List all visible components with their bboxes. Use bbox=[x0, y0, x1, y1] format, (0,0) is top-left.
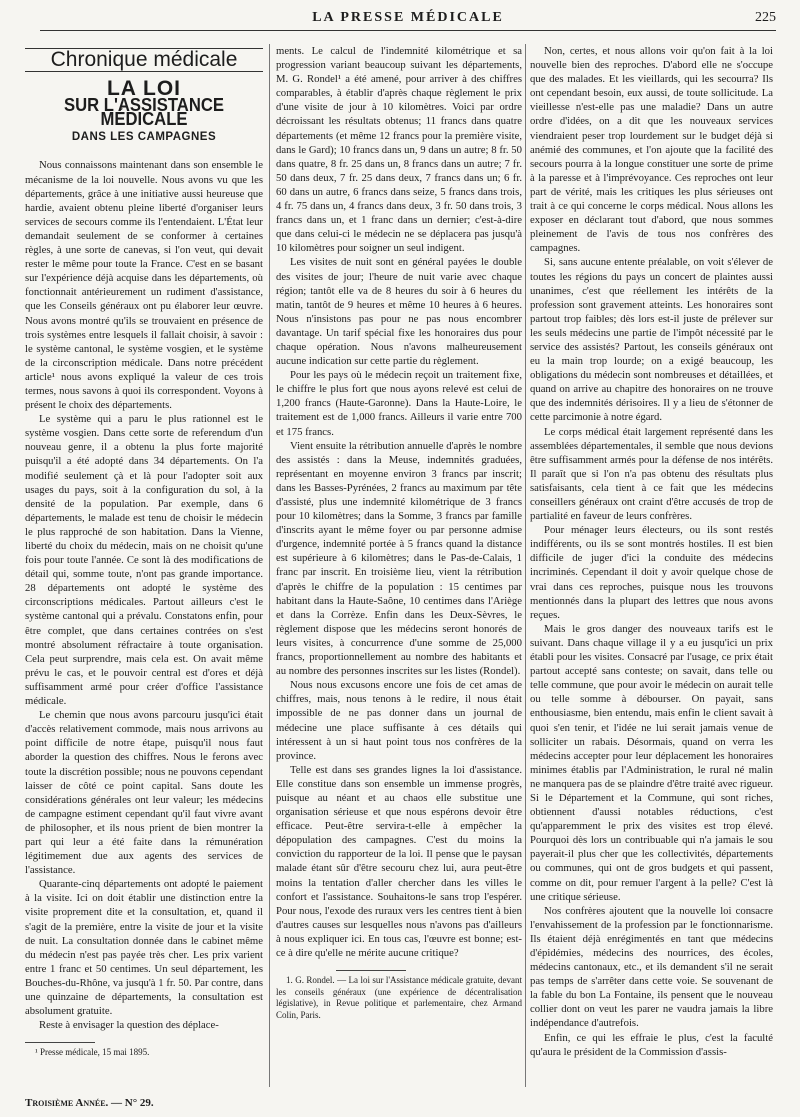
paragraph: Pour les pays où le médecin reçoit un traitement fixe, le chiffre le plus fort que nous ayons relevé est celui de 1,200 francs (Haute-Garonne). Dans la Haute-Loire, le traitement est de 1,000 francs. Ailleurs il varie entre 700 et 175 francs. bbox=[276, 369, 522, 438]
paragraph: Vient ensuite la rétribution annuelle d'après le nombre des assistés : dans la Meuse, indemnités graduées, représentant en moyenne environ 3 francs par inscrit; dans les Basses-Pyrénées, 2 francs au maximum par tête d'assisté, plus une indemnité kilométrique de 3 francs pour 10 kilomètres; dans la Somme, 3 francs par famille d'inscrits ayant le même foyer ou par personne admise d'urgence, indemnité portée à 5 francs quand la distance est supérieure à 6 kilomètres; dans le Pas-de-Calais, 1 franc par inscrit. En troisième lieu, vient la rétribution d'après le chiffre de la population : 15 centimes par habitant dans la Haute-Saône, 10 centimes dans l'Ariège et dans la Corrèze. Enfin dans les Deux-Sèvres, le règlement dispose que les médecins seront honorés de leurs visites, à concurrence d'une somme de 25,000 francs, proportionnellement au nombre des habitants et au nombre des personnes inscrites sur les listes (Rondel). bbox=[276, 439, 522, 678]
column-rule-2 bbox=[525, 44, 526, 1087]
column-rule-1 bbox=[269, 44, 270, 1087]
footnote: ¹ Presse médicale, 15 mai 1895. bbox=[35, 1047, 150, 1058]
paragraph: ments. Le calcul de l'indemnité kilométrique et sa progression variant beaucoup suivant les départements, M. G. Rondel¹ a été amené, pour arriver à des chiffres comparables, à établir d'après chaque règlement le prix d'une visite de jour à 10 kilomètres. Voici par ordre décroissant les résultats obtenus; 11 francs dans quatre départements (et même 12 francs pour la première visite, dans le Gard); 10 francs dans un, 9 dans un autre; 8 fr. 50 dans quatre, 8 fr. 25 dans un, 8 francs dans un autre; 7 fr. 50 dans deux, 7 fr. 25 dans deux, 7 francs dans un; 6 fr. 60 dans un autre, 6 francs dans seize, 5 francs dans trois, 4 fr. 75 dans un, 4 francs dans deux, 3 fr. 50 dans trois, 3 francs dans un, et 1 franc dans un dernier; c'est-à-dire que dans celui-ci le médecin ne se déplacera pas jusqu'à 10 kilomètres pour soigner un seul indigent. bbox=[276, 45, 522, 255]
paragraph: Mais le gros danger des nouveaux tarifs est le suivant. Dans chaque village il y a eu jusqu'ici un prix établi pour les visites. Consacré par l'usage, ce prix était partout accepté sans conteste; on savait, dans telle ou telle commune, que pour avoir le médecin on aurait telle ou telle somme à débourser. On payait, sans enthousiasme, bien entendu, mais enfin le client savait à quoi s'en tenir, et l'idée ne lui serait jamais venue de solliciter un rabais. Désormais, quand on verra les médecins accepter pour leur déplacement les honoraires minimes établis par l'Administration, le rural né malin ne manquera pas de se plaindre d'être traité avec rigueur. Si le Département et la Commune, qui sont riches, obtiennent d'aussi notables réductions, c'est qu'apparemment le prix des visites est trop élevé. Pourquoi dès lors un contribuable qui n'a jamais le sou payerait-il plus cher que les collectivités, départements ou communes, qui ont de gros budgets et qui passent, comme on dit, pour remuer l'argent à la pelle? C'est là une critique sérieuse. bbox=[530, 622, 773, 903]
paragraph: Nous connaissons maintenant dans son ensemble le mécanisme de la loi nouvelle. Nous avons vu que les départements, grâce à une initiative aussi heureuse que hardie, avaient obtenu pleine liberté d'organiser leurs services de secours comme ils l'entendaient. L'État leur demandait seulement de se conformer à certaines règles, à une sorte de canevas, si l'on veut, qui devait rester le même pour toute la France. C'est en se basant sur l'expérience déjà acquise dans les départements, où fonctionnait antérieurement un rudiment d'assistance, que les Conseils généraux ont pu élaborer leur œuvre. Nous avons montré qu'ils se trouvaient en présence de trois systèmes entre lesquels il fallait choisir, à savoir : le système cantonal, le système vosgien, et le système de la circonscription médicale. Dans notre précédent article¹ nous avons expliqué la valeur de ces trois termes, nous savons à quoi ils correspondent. Voyons à présent le choix des départements. bbox=[25, 159, 263, 412]
paragraph: Quarante-cinq départements ont adopté le paiement à la visite. Ici on doit établir une distinction entre la visite proprement dite et la consultation, et, quand il s'agit de la première, entre la visite de jour et la visite de nuit. La consultation donnée dans le cabinet même du médecin n'est pas payée très cher. Les prix varient entre 1 franc et 50 centimes. Un seul département, les Bouches-du-Rhône, va jusqu'à 1 fr. 50. Par contre, dans une quinzaine de départements, la consultation est absolument gratuite. bbox=[25, 878, 263, 1018]
footnote: 1. G. Rondel. — La loi sur l'Assistance médicale gratuite, devant les conseils généraux (une expérience de décentralisation législative), in Revue politique et parlementaire, chez Armand Colin, Paris. bbox=[276, 975, 522, 1020]
paragraph: Si, sans aucune entente préalable, on voit s'élever de toutes les régions du pays un concert de plaintes aussi unanimes, c'est que réellement les intérêts de la profession sont gravement atteints. Les honoraires sont partout trop faibles; dès lors est-il juste de prélever sur les seuls médecins une partie de l'impôt nécessité par le service des assistés? Partout, les conseils généraux ont eu la main trop lourde; on a exigé beaucoup, les obligations du médecin sont nombreuses et détaillées, et quand on arrive au chapitre des honoraires on ne trouve que des indemnités dérisoires. Il y a lieu de s'étonner de cette parcimonie à notre égard. bbox=[530, 256, 773, 424]
page-number: 225 bbox=[755, 10, 776, 25]
headline-line-3: DANS LES CAMPAGNES bbox=[71, 131, 217, 144]
paragraph: Les visites de nuit sont en général payées le double des visites de jour; l'heure de nuit varie avec chaque région; tantôt elle va de 8 heures du soir à 6 heures du matin, tantôt de 9 heures et même 10 heures à 6 heures. Nous n'insistons pas pour ne pas nous encombrer davantage. Un tarif spécial fixe les honoraires dus pour chaque opération. Nous n'avons malheureusement aucune indication sur cette partie du règlement. bbox=[276, 256, 522, 368]
column-2 bbox=[276, 44, 522, 1087]
headline-line-2: SUR L'ASSISTANCE MÉDICALE bbox=[63, 94, 224, 130]
paragraph: Telle est dans ses grandes lignes la loi d'assistance. Elle constitue dans son ensemble un immense progrès, puisque au néant et au chaos elle substitue une organisation sérieuse et que nous espérons devoir être efficace. Peut-être servira-t-elle à empêcher la dépopulation des campagnes. C'est du moins la conviction du rapporteur de la loi. Il pense que le paysan malade étant sûr d'être secouru chez lui, aura peut-être moins la tentation d'aller chercher dans les villes le confort et l'assistance. Souhaitons-le sans trop l'espérer. Pour nous, l'exode des ruraux vers les centres tient à bien d'autres causes sur lesquelles nous n'avons pas d'ailleurs à nous expliquer ici. En tous cas, l'œuvre est bonne; est-ce à dire qu'elle ne mérite aucune critique? bbox=[276, 763, 522, 959]
paragraph: Le chemin que nous avons parcouru jusqu'ici était d'accès relativement commode, mais nous arrivons au point difficile de notre étape, puisqu'il nous faut aborder la question des chiffres. Nous le ferons avec toute la discrétion possible; nous ne pouvons cependant laisser de côté ce point capital. Sans doute les considérations générales ont leur valeur; les médecins de campagne estiment cependant qu'il faut vivre avant de philosopher, et ils nous prient de bien montrer la part qui leur a été faite dans la rémunération légitimement due aux agents des services de l'assistance. bbox=[25, 709, 263, 877]
paragraph: Nous nous excusons encore une fois de cet amas de chiffres, mais, nous tenons à le redire, il nous était impossible de ne pas donner dans un journal de médecine une place suffisante à ces détails qui intéressent à un si haut point tous nos confrères de la province. bbox=[276, 679, 522, 762]
column-3 bbox=[530, 44, 773, 1087]
column-1 bbox=[25, 44, 263, 1087]
paragraph: Le corps médical était largement représenté dans les assemblées départementales, il semble que nous devions être suffisamment armés pour la défense de nos intérêts. Il paraît que si l'on n'a pas obtenu des résultats plus satisfaisants, cela tient à ce fait que les médecins conseillers généraux ont craint d'être accusés de trop de partialité en faveur de leurs confrères. bbox=[530, 425, 773, 523]
paragraph: Enfin, ce qui les effraie le plus, c'est la faculté qu'aura le président de la Commission d'assis- bbox=[530, 1031, 773, 1058]
footnote-divider bbox=[25, 1042, 95, 1043]
paragraph: Nos confrères ajoutent que la nouvelle loi consacre l'envahissement de la profession par le fonctionnarisme. Ils étaient déjà enrégimentés en tant que médecins d'épidémies, médecins des nourrices, des écoles, médecins cantonaux, etc., et ils demandent s'il ne serait pas temps de s'arrêter dans cette voie. Se souvenant de la fable du bon La Fontaine, ils pensent que le nouveau collier dont on veut les parer ne vaudra jamais la libre indépendance d'autrefois. bbox=[530, 904, 773, 1030]
paragraph: Le système qui a paru le plus rationnel est le système vosgien. Dans cette sorte de referendum d'un nouveau genre, il a obtenu la plus forte majorité puisqu'il a été adopté dans 34 départements. On l'a modifié seulement çà et là pour l'adopter soit aux usages du pays, soit à la configuration du sol, à la densité de la population. Par exemple, dans 6 départements, le malade est tenu de choisir le médecin le plus rapproché de son habitation. Dans la Vienne, liberté du choix du médecin, mais on ne choisit qu'une fois pour toute l'année. Ce sont là des modifications de détail qui, somme toute, n'ont pas grande importance. 28 départements ont adopté le système des circonscriptions médicales. Partout ailleurs c'est le système cantonal qui a prévalu. Constatons enfin, pour être complet, que dans certaines contrées on s'est montré absolument réfractaire à toute organisation. Cela peut surprendre, mais cela est. On avait même prévu le cas, et le pouvoir central est d'ores et déjà suffisamment armé pour créer d'office l'assistance médicale. bbox=[25, 413, 263, 708]
page-header bbox=[40, 8, 776, 31]
footnote-divider bbox=[336, 970, 406, 971]
issue-footer: Troisième Année. — N° 29. bbox=[25, 1097, 154, 1109]
headline-line-1: LA LOI bbox=[106, 77, 182, 101]
paragraph: Pour ménager leurs électeurs, ou ils sont restés indifférents, ou ils se sont montrés hostiles. Il est bien difficile de juger d'ici la conduite des médecins incriminés. Cependant il doit y avoir quelque chose de vrai dans ces reproches, puisque nous les trouvons mentionnés dans la plupart des lettres que nous avons reçues. bbox=[530, 524, 773, 621]
journal-title: LA PRESSE MÉDICALE bbox=[312, 10, 504, 25]
section-title: Chronique médicale bbox=[25, 48, 263, 72]
paragraph: Reste à envisager la question des déplace- bbox=[39, 1019, 219, 1032]
paragraph: Non, certes, et nous allons voir qu'on fait à la loi nouvelle bien des reproches. D'abord elle ne s'occupe que des malades. Et les vieillards, qui les secourra? Ils ont cependant besoin, eux aussi, de toute sollicitude. La vieillesse n'est-elle pas une maladie? Dans un autre ordre d'idées, on a dit que les nouveaux services viendraient peser trop lourdement sur le budget déjà si anémié des communes, et l'on ajoute que la facilité des secours pourra à la longue constituer une sorte de prime à la paresse et à l'imprévoyance. Ces reproches ont leur part de vérité, mais les critiques les plus sérieuses ont trait à ce qui concerne le corps médical. Nous allons les exposer en déclarant tout d'abord, que nous sommes pleinement de l'avis de tous nos confrères des campagnes. bbox=[530, 45, 773, 255]
